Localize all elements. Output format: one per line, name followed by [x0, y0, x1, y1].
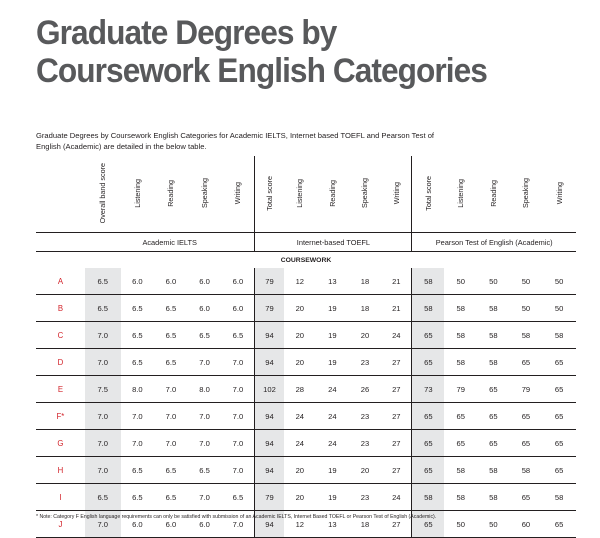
- score-cell: 12: [284, 511, 317, 538]
- score-cell: 23: [349, 403, 382, 430]
- table-row: [36, 430, 576, 457]
- score-cell: 23: [349, 484, 382, 511]
- column-header: Overall band score: [98, 162, 108, 224]
- score-cell: 6.5: [221, 322, 255, 349]
- score-cell: 27: [381, 457, 412, 484]
- score-cell: 20: [284, 484, 317, 511]
- page-title: [36, 14, 487, 90]
- score-cell: 6.5: [85, 484, 121, 511]
- score-cell: 65: [542, 403, 576, 430]
- footnote: * Note: Category F English language requirements can only be satisfied with submission of an Academic IELTS, Internet Based TOEFL or Pearson Test of English (Academic).: [36, 514, 437, 520]
- score-cell: 6.5: [121, 457, 155, 484]
- score-cell: 7.0: [85, 511, 121, 538]
- score-cell: 58: [510, 457, 543, 484]
- score-cell: 94: [255, 511, 284, 538]
- score-cell: 23: [349, 349, 382, 376]
- score-cell: 73: [412, 376, 445, 403]
- score-cell: 65: [477, 376, 510, 403]
- score-cell: 21: [381, 268, 412, 295]
- score-cell: 6.0: [154, 268, 188, 295]
- score-cell: 65: [444, 403, 477, 430]
- score-cell: 60: [510, 511, 543, 538]
- score-cell: 58: [510, 322, 543, 349]
- score-cell: 7.0: [221, 457, 255, 484]
- score-cell: 50: [542, 268, 576, 295]
- score-cell: 27: [381, 376, 412, 403]
- table-row: [36, 403, 576, 430]
- score-cell: 6.5: [188, 457, 222, 484]
- score-cell: 6.0: [154, 511, 188, 538]
- column-header: Total score: [255, 156, 284, 233]
- category-cell: A: [36, 268, 85, 295]
- score-cell: 50: [477, 511, 510, 538]
- score-cell: 19: [316, 349, 349, 376]
- group-pte: Pearson Test of English (Academic): [412, 233, 576, 252]
- score-cell: 65: [510, 430, 543, 457]
- score-cell: 13: [316, 268, 349, 295]
- score-cell: 7.0: [221, 376, 255, 403]
- score-cell: 58: [542, 484, 576, 511]
- score-cell: 19: [316, 322, 349, 349]
- score-cell: 20: [284, 349, 317, 376]
- score-cell: 24: [316, 376, 349, 403]
- score-cell: 7.0: [188, 484, 222, 511]
- score-cell: 58: [542, 322, 576, 349]
- group-corner: [36, 233, 85, 252]
- score-cell: 20: [284, 295, 317, 322]
- score-cell: 58: [412, 268, 445, 295]
- score-cell: 65: [412, 349, 445, 376]
- score-cell: 58: [412, 295, 445, 322]
- score-cell: 65: [444, 430, 477, 457]
- column-header: Total score: [412, 156, 445, 233]
- score-cell: 18: [349, 295, 382, 322]
- score-cell: 24: [284, 430, 317, 457]
- score-cell: 79: [255, 268, 284, 295]
- score-cell: 7.0: [85, 403, 121, 430]
- score-cell: 7.0: [221, 430, 255, 457]
- score-cell: 65: [477, 430, 510, 457]
- category-cell: H: [36, 457, 85, 484]
- score-cell: 6.0: [121, 268, 155, 295]
- score-cell: 7.0: [85, 322, 121, 349]
- score-cell: 6.5: [85, 295, 121, 322]
- score-cell: 79: [444, 376, 477, 403]
- score-cell: 6.0: [188, 268, 222, 295]
- score-cell: 13: [316, 511, 349, 538]
- score-cell: 58: [444, 295, 477, 322]
- column-header: Reading: [488, 179, 498, 207]
- score-cell: 6.5: [154, 322, 188, 349]
- table-row: [36, 322, 576, 349]
- score-cell: 8.0: [188, 376, 222, 403]
- group-academic-ielts: Academic IELTS: [85, 233, 255, 252]
- score-cell: 58: [477, 457, 510, 484]
- score-cell: 58: [444, 484, 477, 511]
- score-cell: 6.5: [188, 322, 222, 349]
- score-cell: 65: [542, 457, 576, 484]
- corner-cell: [36, 156, 85, 233]
- score-cell: 94: [255, 403, 284, 430]
- group-header-row: [36, 233, 576, 252]
- score-cell: 18: [349, 268, 382, 295]
- column-header: Writing: [391, 181, 401, 205]
- category-cell: D: [36, 349, 85, 376]
- score-cell: 58: [477, 484, 510, 511]
- score-cell: 24: [284, 403, 317, 430]
- score-cell: 65: [412, 430, 445, 457]
- table-row: [36, 268, 576, 295]
- score-cell: 58: [477, 295, 510, 322]
- score-cell: 7.0: [121, 430, 155, 457]
- score-cell: 6.0: [188, 295, 222, 322]
- category-cell: F*: [36, 403, 85, 430]
- score-cell: 20: [284, 457, 317, 484]
- score-cell: 19: [316, 295, 349, 322]
- score-cell: 7.0: [85, 349, 121, 376]
- score-cell: 6.0: [221, 295, 255, 322]
- score-cell: 6.5: [121, 322, 155, 349]
- column-header: Listening: [295, 178, 305, 208]
- category-cell: J: [36, 511, 85, 538]
- column-header: Speaking: [360, 178, 370, 208]
- score-cell: 102: [255, 376, 284, 403]
- category-cell: G: [36, 430, 85, 457]
- score-cell: 79: [255, 484, 284, 511]
- score-cell: 28: [284, 376, 317, 403]
- score-cell: 24: [381, 484, 412, 511]
- column-header: Speaking: [200, 178, 210, 208]
- column-header: Listening: [456, 178, 466, 208]
- column-header: Listening: [132, 178, 142, 208]
- score-cell: 6.5: [121, 295, 155, 322]
- table-row: [36, 484, 576, 511]
- coursework-label: COURSEWORK: [36, 252, 576, 269]
- score-cell: 58: [477, 349, 510, 376]
- score-cell: 18: [349, 511, 382, 538]
- score-cell: 65: [412, 322, 445, 349]
- score-cell: 7.0: [85, 457, 121, 484]
- table-row: [36, 295, 576, 322]
- score-cell: 26: [349, 376, 382, 403]
- score-cell: 6.5: [121, 484, 155, 511]
- score-cell: 6.5: [221, 484, 255, 511]
- score-cell: 27: [381, 430, 412, 457]
- score-cell: 50: [477, 268, 510, 295]
- score-cell: 50: [444, 511, 477, 538]
- score-cell: 7.0: [154, 376, 188, 403]
- score-cell: 19: [316, 457, 349, 484]
- score-cell: 50: [444, 268, 477, 295]
- column-header: Speaking: [521, 178, 531, 208]
- category-cell: I: [36, 484, 85, 511]
- score-cell: 58: [477, 322, 510, 349]
- score-cell: 7.0: [188, 430, 222, 457]
- score-cell: 6.5: [154, 349, 188, 376]
- score-cell: 65: [412, 457, 445, 484]
- score-cell: 8.0: [121, 376, 155, 403]
- score-cell: 65: [510, 484, 543, 511]
- score-cell: 6.5: [154, 457, 188, 484]
- column-header: Reading: [327, 179, 337, 207]
- score-cell: 24: [316, 403, 349, 430]
- column-header-row: [36, 156, 576, 233]
- score-cell: 6.5: [85, 268, 121, 295]
- title-line-2: Coursework English Categories: [36, 52, 487, 90]
- score-cell: 6.5: [154, 295, 188, 322]
- score-cell: 7.0: [188, 403, 222, 430]
- table-row: [36, 457, 576, 484]
- score-cell: 7.0: [154, 403, 188, 430]
- score-cell: 65: [412, 403, 445, 430]
- score-cell: 6.0: [188, 511, 222, 538]
- score-cell: 65: [510, 403, 543, 430]
- score-cell: 20: [349, 322, 382, 349]
- score-cell: 7.0: [121, 403, 155, 430]
- score-cell: 12: [284, 268, 317, 295]
- score-cell: 7.5: [85, 376, 121, 403]
- score-cell: 7.0: [154, 430, 188, 457]
- column-header: Reading: [166, 179, 176, 207]
- score-cell: 58: [444, 349, 477, 376]
- requirements-table: [36, 156, 576, 538]
- category-cell: B: [36, 295, 85, 322]
- score-cell: 65: [477, 403, 510, 430]
- coursework-label-row: [36, 252, 576, 269]
- score-cell: 50: [510, 295, 543, 322]
- column-header: Writing: [233, 181, 243, 205]
- score-cell: 65: [510, 349, 543, 376]
- score-cell: 27: [381, 511, 412, 538]
- table-row: [36, 376, 576, 403]
- score-cell: 27: [381, 349, 412, 376]
- score-cell: 6.0: [121, 511, 155, 538]
- score-cell: 79: [255, 295, 284, 322]
- score-cell: 20: [349, 457, 382, 484]
- score-cell: 65: [542, 349, 576, 376]
- score-cell: 94: [255, 457, 284, 484]
- score-cell: 65: [412, 511, 445, 538]
- category-cell: E: [36, 376, 85, 403]
- score-cell: 94: [255, 322, 284, 349]
- score-cell: 24: [316, 430, 349, 457]
- score-cell: 65: [542, 430, 576, 457]
- score-cell: 19: [316, 484, 349, 511]
- score-cell: 50: [542, 295, 576, 322]
- score-cell: 27: [381, 403, 412, 430]
- score-cell: 50: [510, 268, 543, 295]
- score-cell: 7.0: [221, 349, 255, 376]
- group-toefl: Internet-based TOEFL: [255, 233, 412, 252]
- score-cell: 7.0: [221, 511, 255, 538]
- table-body: [36, 268, 576, 538]
- table-row: [36, 349, 576, 376]
- score-cell: 7.0: [188, 349, 222, 376]
- score-cell: 58: [412, 484, 445, 511]
- score-cell: 65: [542, 376, 576, 403]
- score-cell: 6.5: [154, 484, 188, 511]
- score-cell: 58: [444, 322, 477, 349]
- score-cell: 79: [510, 376, 543, 403]
- score-cell: 6.5: [121, 349, 155, 376]
- score-cell: 94: [255, 349, 284, 376]
- score-cell: 24: [381, 322, 412, 349]
- score-cell: 20: [284, 322, 317, 349]
- intro-text: Graduate Degrees by Coursework English Categories for Academic IELTS, Internet based TOEFL and Pearson Test of English (Academic) are detailed in the below table.: [36, 131, 435, 151]
- score-cell: 58: [444, 457, 477, 484]
- score-cell: 7.0: [221, 403, 255, 430]
- score-cell: 7.0: [85, 430, 121, 457]
- score-cell: 23: [349, 430, 382, 457]
- score-cell: 6.0: [221, 268, 255, 295]
- score-cell: 94: [255, 430, 284, 457]
- column-header: Writing: [554, 181, 564, 205]
- title-line-1: Graduate Degrees by: [36, 14, 337, 52]
- score-cell: 65: [542, 511, 576, 538]
- category-cell: C: [36, 322, 85, 349]
- score-cell: 21: [381, 295, 412, 322]
